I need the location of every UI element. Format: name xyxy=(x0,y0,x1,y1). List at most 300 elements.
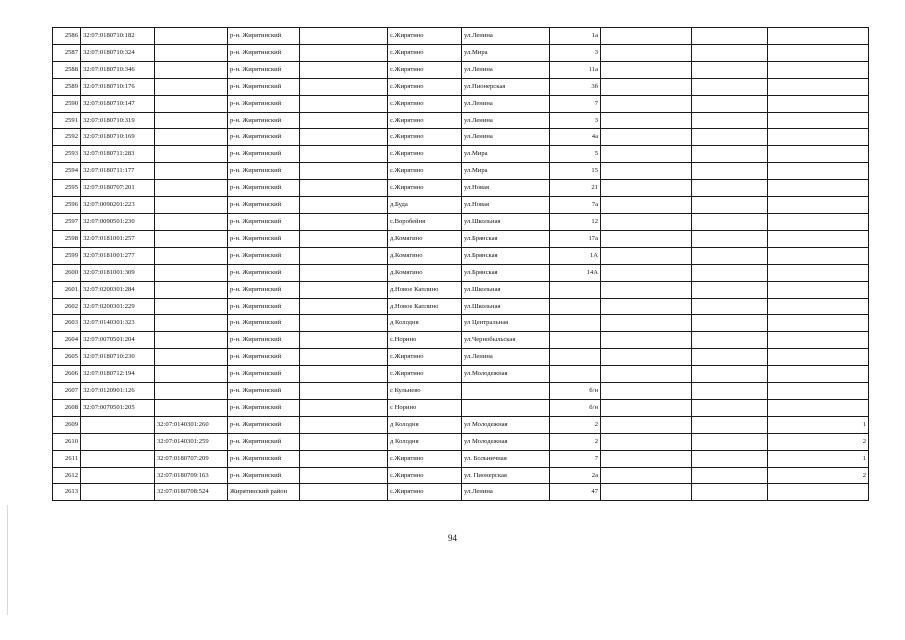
table-row xyxy=(53,95,869,112)
empty-cell xyxy=(601,247,692,264)
house-number-cell xyxy=(550,315,601,332)
street-cell: ул.Новая xyxy=(462,180,550,197)
settlement-cell: с.Жирятино xyxy=(388,61,462,78)
street-cell: ул.Брянская xyxy=(462,264,550,281)
table-row xyxy=(53,197,869,214)
table-row xyxy=(53,450,869,467)
trailing-value-cell xyxy=(768,332,869,349)
empty-cell xyxy=(601,349,692,366)
empty-cell xyxy=(300,44,388,61)
district-cell: р-н. Жирятинский xyxy=(228,416,300,433)
empty-cell xyxy=(601,399,692,416)
empty-cell xyxy=(692,433,768,450)
cadastral-number-alt-cell xyxy=(155,44,228,61)
settlement-cell: с.Жирятино xyxy=(388,349,462,366)
empty-cell xyxy=(601,95,692,112)
empty-cell xyxy=(300,383,388,400)
trailing-value-cell xyxy=(768,163,869,180)
settlement-cell: с.Норино xyxy=(388,332,462,349)
settlement-cell: д Колодня xyxy=(388,315,462,332)
cadastral-number-alt-cell xyxy=(155,61,228,78)
cadastral-number-alt-cell xyxy=(155,281,228,298)
empty-cell xyxy=(692,197,768,214)
empty-cell xyxy=(300,433,388,450)
house-number-cell xyxy=(550,281,601,298)
row-number-cell: 2594 xyxy=(53,163,81,180)
settlement-cell: с.Жирятино xyxy=(388,95,462,112)
empty-cell xyxy=(692,298,768,315)
settlement-cell: с.Жирятино xyxy=(388,180,462,197)
trailing-value-cell xyxy=(768,349,869,366)
empty-cell xyxy=(300,61,388,78)
table-row xyxy=(53,264,869,281)
settlement-cell: д.Комягино xyxy=(388,230,462,247)
empty-cell xyxy=(601,416,692,433)
empty-cell xyxy=(601,61,692,78)
street-cell: ул.Новая xyxy=(462,197,550,214)
row-number-cell: 2604 xyxy=(53,332,81,349)
empty-cell xyxy=(300,332,388,349)
empty-cell xyxy=(692,163,768,180)
cadastral-number-cell xyxy=(81,416,155,433)
row-number-cell: 2611 xyxy=(53,450,81,467)
cadastral-number-alt-cell xyxy=(155,213,228,230)
row-number-cell: 2608 xyxy=(53,399,81,416)
trailing-value-cell xyxy=(768,247,869,264)
house-number-cell: 17а xyxy=(550,230,601,247)
empty-cell xyxy=(601,129,692,146)
district-cell: р-н. Жирятинский xyxy=(228,399,300,416)
empty-cell xyxy=(692,366,768,383)
house-number-cell: 14А xyxy=(550,264,601,281)
empty-cell xyxy=(300,163,388,180)
table-row xyxy=(53,247,869,264)
street-cell: ул.Мира xyxy=(462,44,550,61)
cadastral-number-cell: 32:07:0180710:147 xyxy=(81,95,155,112)
district-cell: р-н. Жирятинский xyxy=(228,281,300,298)
empty-cell xyxy=(692,247,768,264)
cadastral-number-cell: 32:07:0090501:230 xyxy=(81,213,155,230)
empty-cell xyxy=(692,28,768,45)
empty-cell xyxy=(601,146,692,163)
empty-cell xyxy=(300,484,388,501)
settlement-cell: д.Комягино xyxy=(388,264,462,281)
cadastral-number-cell: 32:07:0180712:194 xyxy=(81,366,155,383)
empty-cell xyxy=(692,450,768,467)
empty-cell xyxy=(692,44,768,61)
settlement-cell: с.Жирятино xyxy=(388,44,462,61)
trailing-value-cell xyxy=(768,95,869,112)
empty-cell xyxy=(692,349,768,366)
street-cell: ул Молодежная xyxy=(462,416,550,433)
settlement-cell: с.Жирятино xyxy=(388,366,462,383)
cadastral-number-alt-cell xyxy=(155,112,228,129)
street-cell: ул. Пионерская xyxy=(462,467,550,484)
table-row xyxy=(53,484,869,501)
settlement-cell: с.Жирятино xyxy=(388,484,462,501)
trailing-value-cell: 2 xyxy=(768,467,869,484)
house-number-cell xyxy=(550,366,601,383)
empty-cell xyxy=(300,366,388,383)
cadastral-number-cell: 32:07:0070501:205 xyxy=(81,399,155,416)
street-cell: ул.Мира xyxy=(462,146,550,163)
house-number-cell: 2а xyxy=(550,467,601,484)
district-cell: р-н. Жирятинский xyxy=(228,467,300,484)
empty-cell xyxy=(692,78,768,95)
empty-cell xyxy=(601,467,692,484)
empty-cell xyxy=(601,112,692,129)
cadastral-number-cell: 32:07:0180710:230 xyxy=(81,349,155,366)
trailing-value-cell xyxy=(768,298,869,315)
street-cell: ул.Школьная xyxy=(462,213,550,230)
street-cell: ул.Ленина xyxy=(462,484,550,501)
table-row xyxy=(53,366,869,383)
table-row xyxy=(53,112,869,129)
cadastral-number-alt-cell xyxy=(155,332,228,349)
district-cell: р-н. Жирятинский xyxy=(228,383,300,400)
row-number-cell: 2590 xyxy=(53,95,81,112)
table-row xyxy=(53,213,869,230)
row-number-cell: 2610 xyxy=(53,433,81,450)
house-number-cell: 2 xyxy=(550,433,601,450)
cadastral-number-cell: 32:07:0200301:229 xyxy=(81,298,155,315)
empty-cell xyxy=(692,467,768,484)
street-cell: ул.Пионерская xyxy=(462,78,550,95)
cadastral-number-alt-cell xyxy=(155,264,228,281)
empty-cell xyxy=(300,95,388,112)
empty-cell xyxy=(300,213,388,230)
row-number-cell: 2600 xyxy=(53,264,81,281)
district-cell: р-н. Жирятинский xyxy=(228,146,300,163)
settlement-cell: д Колодня xyxy=(388,416,462,433)
table-row xyxy=(53,399,869,416)
empty-cell xyxy=(601,281,692,298)
page-number: 94 xyxy=(448,533,457,543)
street-cell: ул.Школьная xyxy=(462,298,550,315)
registry-table xyxy=(52,27,869,501)
cadastral-number-alt-cell xyxy=(155,146,228,163)
row-number-cell: 2609 xyxy=(53,416,81,433)
row-number-cell: 2599 xyxy=(53,247,81,264)
cadastral-number-alt-cell xyxy=(155,366,228,383)
street-cell xyxy=(462,383,550,400)
table-row xyxy=(53,315,869,332)
table-row xyxy=(53,433,869,450)
trailing-value-cell xyxy=(768,180,869,197)
trailing-value-cell xyxy=(768,281,869,298)
street-cell: ул. Больничная xyxy=(462,450,550,467)
empty-cell xyxy=(601,433,692,450)
settlement-cell: с.Жирятино xyxy=(388,450,462,467)
cadastral-number-alt-cell xyxy=(155,298,228,315)
trailing-value-cell xyxy=(768,197,869,214)
district-cell: р-н. Жирятинский xyxy=(228,180,300,197)
street-cell: ул.Ленина xyxy=(462,95,550,112)
row-number-cell: 2591 xyxy=(53,112,81,129)
empty-cell xyxy=(601,332,692,349)
empty-cell xyxy=(692,332,768,349)
cadastral-number-cell: 32:07:0180710:346 xyxy=(81,61,155,78)
trailing-value-cell xyxy=(768,230,869,247)
empty-cell xyxy=(300,146,388,163)
empty-cell xyxy=(300,112,388,129)
row-number-cell: 2601 xyxy=(53,281,81,298)
table-row xyxy=(53,129,869,146)
empty-cell xyxy=(692,315,768,332)
district-cell: р-н. Жирятинский xyxy=(228,450,300,467)
house-number-cell xyxy=(550,298,601,315)
cadastral-number-alt-cell xyxy=(155,383,228,400)
empty-cell xyxy=(300,78,388,95)
empty-cell xyxy=(300,399,388,416)
table-row xyxy=(53,230,869,247)
cadastral-number-cell xyxy=(81,433,155,450)
house-number-cell: 3 xyxy=(550,44,601,61)
empty-cell xyxy=(601,180,692,197)
row-number-cell: 2613 xyxy=(53,484,81,501)
cadastral-number-cell: 32:07:0180710:169 xyxy=(81,129,155,146)
table-row xyxy=(53,332,869,349)
district-cell: р-н. Жирятинский xyxy=(228,213,300,230)
empty-cell xyxy=(601,366,692,383)
table-row xyxy=(53,78,869,95)
empty-cell xyxy=(692,146,768,163)
empty-cell xyxy=(300,264,388,281)
house-number-cell: 12 xyxy=(550,213,601,230)
house-number-cell xyxy=(550,349,601,366)
empty-cell xyxy=(692,484,768,501)
house-number-cell: 7 xyxy=(550,450,601,467)
settlement-cell: д.Комягино xyxy=(388,247,462,264)
empty-cell xyxy=(692,61,768,78)
cadastral-number-cell xyxy=(81,467,155,484)
district-cell: р-н. Жирятинский xyxy=(228,61,300,78)
cadastral-number-cell: 32:07:0180710:182 xyxy=(81,28,155,45)
settlement-cell: с.Жирятино xyxy=(388,78,462,95)
trailing-value-cell xyxy=(768,264,869,281)
house-number-cell: 21 xyxy=(550,180,601,197)
street-cell: ул.Мира xyxy=(462,163,550,180)
house-number-cell: 1а xyxy=(550,28,601,45)
district-cell: р-н. Жирятинский xyxy=(228,163,300,180)
trailing-value-cell xyxy=(768,78,869,95)
trailing-value-cell xyxy=(768,484,869,501)
empty-cell xyxy=(601,383,692,400)
street-cell: ул Центральная xyxy=(462,315,550,332)
cadastral-number-alt-cell xyxy=(155,163,228,180)
empty-cell xyxy=(692,112,768,129)
settlement-cell: д Колодня xyxy=(388,433,462,450)
house-number-cell xyxy=(550,332,601,349)
street-cell: ул.Школьная xyxy=(462,281,550,298)
scan-edge-line xyxy=(7,505,8,615)
cadastral-number-alt-cell xyxy=(155,180,228,197)
street-cell: ул.Чернобыльская xyxy=(462,332,550,349)
district-cell: р-н. Жирятинский xyxy=(228,433,300,450)
empty-cell xyxy=(601,484,692,501)
trailing-value-cell xyxy=(768,315,869,332)
empty-cell xyxy=(300,450,388,467)
house-number-cell: 3б xyxy=(550,78,601,95)
row-number-cell: 2597 xyxy=(53,213,81,230)
trailing-value-cell xyxy=(768,44,869,61)
cadastral-number-alt-cell xyxy=(155,349,228,366)
table-row xyxy=(53,467,869,484)
empty-cell xyxy=(300,416,388,433)
district-cell: р-н. Жирятинский xyxy=(228,78,300,95)
empty-cell xyxy=(601,78,692,95)
row-number-cell: 2586 xyxy=(53,28,81,45)
settlement-cell: с Норино xyxy=(388,399,462,416)
table-row xyxy=(53,298,869,315)
row-number-cell: 2589 xyxy=(53,78,81,95)
cadastral-number-alt-cell xyxy=(155,197,228,214)
empty-cell xyxy=(692,416,768,433)
house-number-cell: 4а xyxy=(550,129,601,146)
table-row xyxy=(53,28,869,45)
cadastral-number-cell: 32:07:0180710:176 xyxy=(81,78,155,95)
empty-cell xyxy=(300,298,388,315)
empty-cell xyxy=(601,213,692,230)
row-number-cell: 2607 xyxy=(53,383,81,400)
empty-cell xyxy=(692,281,768,298)
settlement-cell: с.Жирятино xyxy=(388,163,462,180)
empty-cell xyxy=(692,383,768,400)
cadastral-number-cell xyxy=(81,450,155,467)
table-row xyxy=(53,349,869,366)
district-cell: р-н. Жирятинский xyxy=(228,366,300,383)
cadastral-number-cell: 32:07:0180711:177 xyxy=(81,163,155,180)
settlement-cell: д.Буда xyxy=(388,197,462,214)
house-number-cell: 2 xyxy=(550,416,601,433)
table-row xyxy=(53,146,869,163)
district-cell: р-н. Жирятинский xyxy=(228,197,300,214)
trailing-value-cell xyxy=(768,28,869,45)
settlement-cell: с.Воробейня xyxy=(388,213,462,230)
street-cell: ул.Ленина xyxy=(462,112,550,129)
cadastral-number-cell: 32:07:0090201:223 xyxy=(81,197,155,214)
house-number-cell: 1А xyxy=(550,247,601,264)
row-number-cell: 2605 xyxy=(53,349,81,366)
row-number-cell: 2593 xyxy=(53,146,81,163)
house-number-cell: 7а xyxy=(550,197,601,214)
cadastral-number-alt-cell xyxy=(155,28,228,45)
trailing-value-cell: 1 xyxy=(768,450,869,467)
trailing-value-cell xyxy=(768,213,869,230)
settlement-cell: с.Жирятино xyxy=(388,467,462,484)
table-row xyxy=(53,44,869,61)
cadastral-number-cell: 32:07:0180711:283 xyxy=(81,146,155,163)
house-number-cell: 15 xyxy=(550,163,601,180)
empty-cell xyxy=(601,197,692,214)
cadastral-number-cell: 32:07:0140301:323 xyxy=(81,315,155,332)
cadastral-number-alt-cell: 32:07:0180707:209 xyxy=(155,450,228,467)
trailing-value-cell: 1 xyxy=(768,416,869,433)
row-number-cell: 2592 xyxy=(53,129,81,146)
cadastral-number-alt-cell xyxy=(155,95,228,112)
table-row xyxy=(53,163,869,180)
empty-cell xyxy=(300,28,388,45)
empty-cell xyxy=(300,281,388,298)
house-number-cell: б/н xyxy=(550,383,601,400)
settlement-cell: с.Жирятино xyxy=(388,28,462,45)
cadastral-number-cell xyxy=(81,484,155,501)
district-cell: р-н. Жирятинский xyxy=(228,112,300,129)
row-number-cell: 2602 xyxy=(53,298,81,315)
table-row xyxy=(53,281,869,298)
empty-cell xyxy=(601,264,692,281)
empty-cell xyxy=(601,298,692,315)
row-number-cell: 2596 xyxy=(53,197,81,214)
cadastral-number-cell: 32:07:0180710:319 xyxy=(81,112,155,129)
empty-cell xyxy=(601,44,692,61)
street-cell: ул.Молодежная xyxy=(462,366,550,383)
district-cell: р-н. Жирятинский xyxy=(228,315,300,332)
settlement-cell: д.Новое Каплино xyxy=(388,298,462,315)
empty-cell xyxy=(692,213,768,230)
street-cell xyxy=(462,399,550,416)
trailing-value-cell xyxy=(768,366,869,383)
cadastral-number-alt-cell: 32:07:0140301:260 xyxy=(155,416,228,433)
trailing-value-cell xyxy=(768,129,869,146)
district-cell: р-н. Жирятинский xyxy=(228,349,300,366)
cadastral-number-cell: 32:07:0070501:204 xyxy=(81,332,155,349)
empty-cell xyxy=(692,399,768,416)
empty-cell xyxy=(692,95,768,112)
street-cell: ул.Ленина xyxy=(462,61,550,78)
cadastral-number-alt-cell xyxy=(155,129,228,146)
street-cell: ул.Брянская xyxy=(462,230,550,247)
empty-cell xyxy=(300,129,388,146)
cadastral-number-cell: 32:07:0181001:277 xyxy=(81,247,155,264)
cadastral-number-alt-cell xyxy=(155,315,228,332)
district-cell: р-н. Жирятинский xyxy=(228,264,300,281)
district-cell: р-н. Жирятинский xyxy=(228,28,300,45)
row-number-cell: 2606 xyxy=(53,366,81,383)
row-number-cell: 2587 xyxy=(53,44,81,61)
row-number-cell: 2598 xyxy=(53,230,81,247)
cadastral-number-alt-cell xyxy=(155,78,228,95)
empty-cell xyxy=(300,247,388,264)
trailing-value-cell xyxy=(768,112,869,129)
empty-cell xyxy=(300,349,388,366)
cadastral-number-alt-cell xyxy=(155,247,228,264)
district-cell: р-н. Жирятинский xyxy=(228,332,300,349)
registry-table-body xyxy=(53,28,869,501)
row-number-cell: 2595 xyxy=(53,180,81,197)
settlement-cell: с.Жирятино xyxy=(388,146,462,163)
cadastral-number-cell: 32:07:0181001:257 xyxy=(81,230,155,247)
trailing-value-cell: 2 xyxy=(768,433,869,450)
empty-cell xyxy=(601,315,692,332)
trailing-value-cell xyxy=(768,399,869,416)
cadastral-number-alt-cell xyxy=(155,399,228,416)
settlement-cell: с Кульнево xyxy=(388,383,462,400)
cadastral-number-cell: 32:07:0200301:284 xyxy=(81,281,155,298)
table-row xyxy=(53,383,869,400)
table-row xyxy=(53,61,869,78)
settlement-cell: с.Жирятино xyxy=(388,112,462,129)
row-number-cell: 2603 xyxy=(53,315,81,332)
cadastral-number-cell: 32:07:0181001:309 xyxy=(81,264,155,281)
district-cell: Жирятинский район xyxy=(228,484,300,501)
cadastral-number-alt-cell xyxy=(155,230,228,247)
table-row xyxy=(53,180,869,197)
settlement-cell: с.Жирятино xyxy=(388,129,462,146)
cadastral-number-alt-cell: 32:07:0140301:259 xyxy=(155,433,228,450)
trailing-value-cell xyxy=(768,383,869,400)
empty-cell xyxy=(692,264,768,281)
